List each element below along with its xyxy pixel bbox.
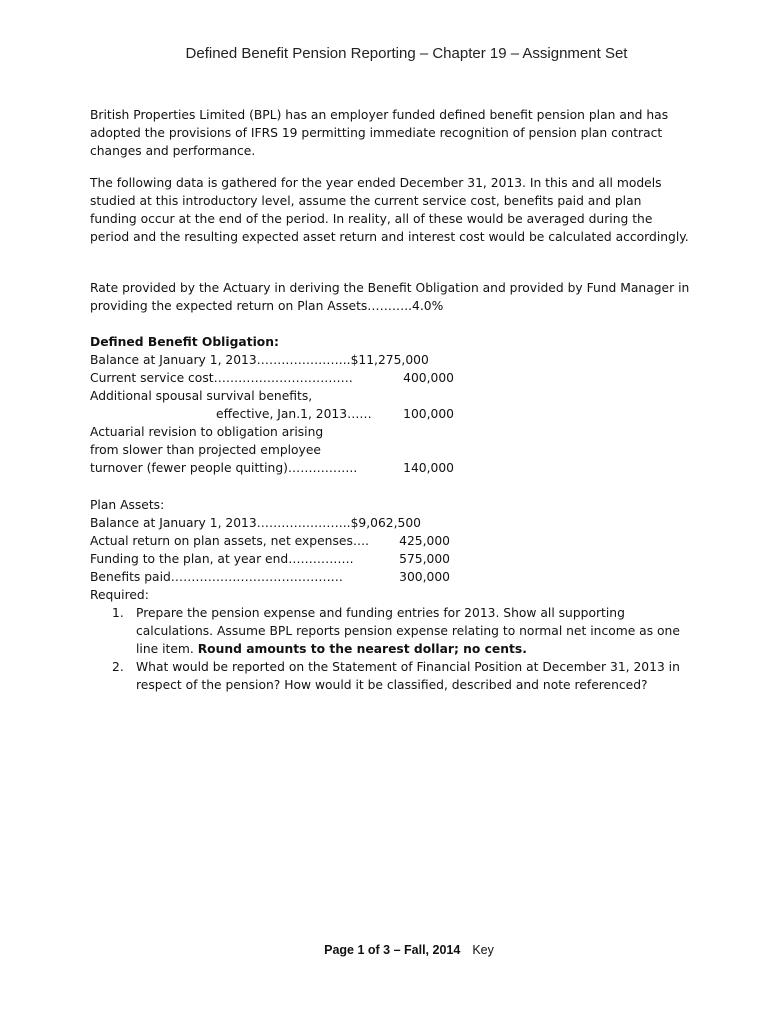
pa-benefits-value: 300,000 xyxy=(399,570,450,584)
dbo-service-value: 400,000 xyxy=(403,371,454,385)
plan-assets-title: Plan Assets: xyxy=(90,498,165,512)
required-label: Required: xyxy=(90,588,149,602)
pa-funding-value: 575,000 xyxy=(399,552,450,566)
plan-assets-section xyxy=(90,496,450,586)
item-number: 2. xyxy=(112,660,124,674)
required-list xyxy=(112,604,682,694)
dbo-balance-label: Balance at January 1, 2013…………………..$11,275,000 xyxy=(90,353,429,367)
pa-return-label: Actual return on plan assets, net expenses…. xyxy=(90,534,370,548)
pa-funding-row xyxy=(90,550,450,568)
rate-paragraph: Rate provided by the Actuary in deriving the Benefit Obligation and provided by Fund Manager in providing the expected return on Plan Assets………..4.0% xyxy=(90,281,690,313)
dbo-actuarial-label-3: turnover (fewer people quitting)…………….. xyxy=(90,461,358,475)
pa-funding-label: Funding to the plan, at year end……………. xyxy=(90,552,354,566)
pa-balance-row xyxy=(90,514,421,532)
dbo-actuarial-row-3 xyxy=(90,459,454,477)
dbo-actuarial-label-2: from slower than projected employee xyxy=(90,443,321,457)
page-footer xyxy=(0,943,768,957)
footer-key: Key xyxy=(472,943,494,957)
dbo-actuarial-row-1 xyxy=(90,423,429,441)
pa-return-value: 425,000 xyxy=(399,534,450,548)
page-number: Page 1 of 3 – Fall, 2014 xyxy=(324,943,461,957)
dbo-actuarial-label-1: Actuarial revision to obligation arising xyxy=(90,425,324,439)
dbo-spousal-label-1: Additional spousal survival benefits, xyxy=(90,389,313,403)
dbo-actuarial-value: 140,000 xyxy=(403,461,454,475)
document-header: Defined Benefit Pension Reporting – Chapter 19 – Assignment Set xyxy=(185,45,628,62)
pa-benefits-row xyxy=(90,568,450,586)
list-item xyxy=(112,604,682,658)
dbo-spousal-label-2: effective, Jan.1, 2013…… xyxy=(216,407,372,421)
dbo-spousal-row-1 xyxy=(90,387,429,405)
item-emphasis: Round amounts to the nearest dollar; no cents. xyxy=(197,642,527,656)
item-number: 1. xyxy=(112,606,124,620)
dbo-balance-row xyxy=(90,351,429,369)
pa-return-row xyxy=(90,532,450,550)
dbo-service-row xyxy=(90,369,454,387)
dbo-title: Defined Benefit Obligation: xyxy=(90,335,279,349)
item-text: What would be reported on the Statement of Financial Position at December 31, 2013 in respect of the pension? How would it be classified, described and note referenced? xyxy=(136,660,680,692)
data-paragraph: The following data is gathered for the year ended December 31, 2013. In this and all models studied at this introductory level, assume the current service cost, benefits paid and plan funding occur at the end of the period. In reality, all of these would be averaged during the period and the resulting expected asset return and interest cost would be calculated accordingly. xyxy=(90,176,689,244)
dbo-spousal-value: 100,000 xyxy=(403,407,454,421)
dbo-actuarial-row-2 xyxy=(90,441,429,459)
dbo-section xyxy=(90,333,454,477)
dbo-service-label: Current service cost……………………………. xyxy=(90,371,353,385)
dbo-spousal-row-2 xyxy=(90,405,454,423)
list-item xyxy=(112,658,682,694)
intro-paragraph: British Properties Limited (BPL) has an employer funded defined benefit pension plan and has adopted the provisions of IFRS 19 permitting immediate recognition of pension plan contract changes and performance. xyxy=(90,108,669,158)
pa-benefits-label: Benefits paid…………………………………… xyxy=(90,570,343,584)
item-text: Prepare the pension expense and funding entries for 2013. Show all supporting calculations. Assume BPL reports pension expense relating to normal net income as one line item. xyxy=(136,606,680,656)
pa-balance-label: Balance at January 1, 2013…………………..$9,062,500 xyxy=(90,516,421,530)
